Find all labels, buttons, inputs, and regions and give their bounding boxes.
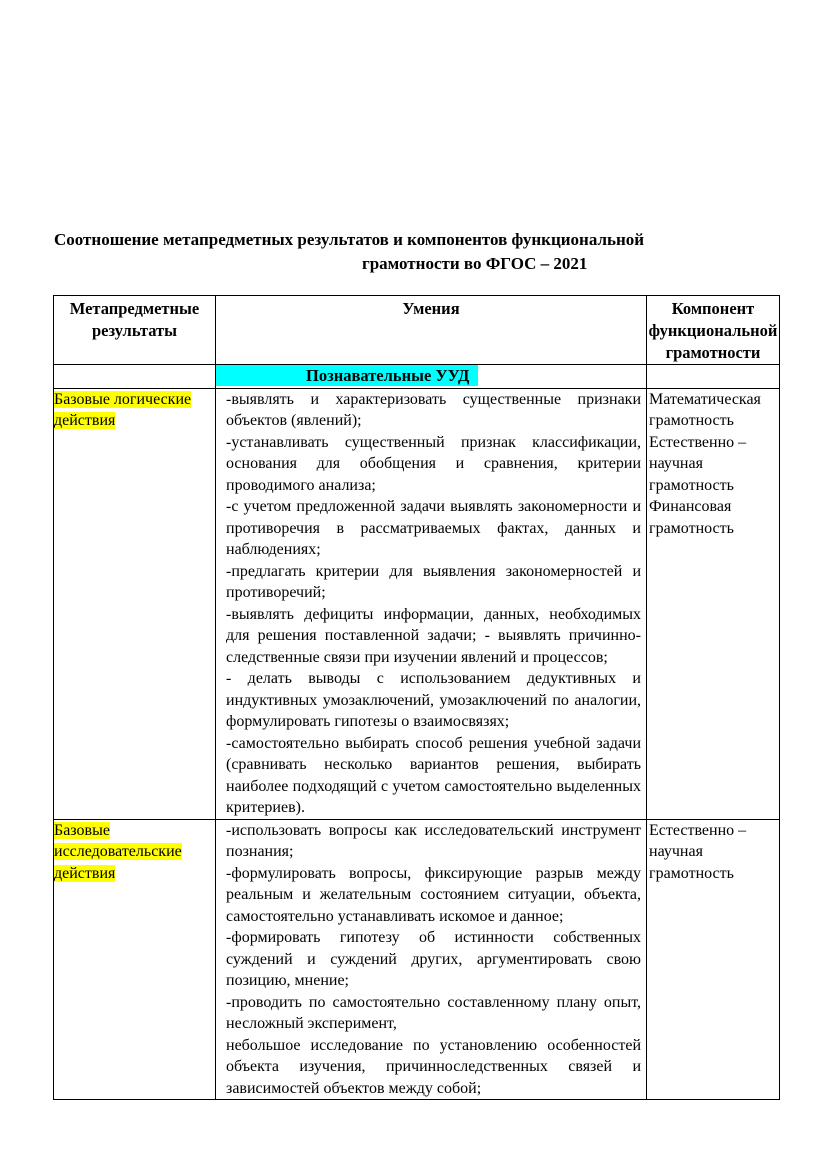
page-title: [54, 228, 734, 276]
header-results: Метапредметные результаты: [54, 296, 216, 365]
table-row: [54, 388, 780, 819]
title-line-2: грамотности во ФГОС – 2021: [362, 254, 588, 273]
section-label: Познавательные УУД: [216, 365, 478, 386]
skill-item: -с учетом предложенной задачи выявлять закономерности и противоречия в рассматриваемых фактах, данных и наблюдениях;: [226, 498, 641, 558]
table-row: [54, 819, 780, 1100]
header-skills: Умения: [216, 296, 647, 365]
table-header-row: [54, 296, 780, 365]
component-item: Математическая грамотность: [649, 390, 761, 429]
skill-item: небольшое исследование по установлению особенностей объекта изучения, причинноследственных связей и зависимостей объектов между собой;: [226, 1036, 641, 1097]
skill-item: -предлагать критерии для выявления закономерностей и противоречий;: [226, 562, 641, 601]
results-table: [53, 295, 780, 1100]
title-line-1: Соотношение метапредметных результатов и компонентов функциональной: [54, 230, 645, 249]
skill-item: - делать выводы с использованием дедуктивных и индуктивных умозаключений, умозаключений по аналогии, формулировать гипотезы о взаимосвязях;: [226, 670, 641, 730]
skill-item: -выявлять и характеризовать существенные признаки объектов (явлений);: [226, 390, 641, 429]
skill-item: -самостоятельно выбирать способ решения учебной задачи (сравнивать несколько вариантов решения, выбирать наиболее подходящий с учетом самостоятельно выделенных критериев).: [226, 734, 641, 816]
skill-item: -формировать гипотезу об истинности собственных суждений и суждений других, аргументировать свою позицию, мнение;: [226, 929, 641, 989]
skills-cell: [216, 388, 647, 819]
result-label: Базовые исследовательские действия: [54, 821, 182, 882]
skill-item: -проводить по самостоятельно составленному плану опыт, несложный эксперимент,: [226, 993, 641, 1032]
skills-cell: [216, 819, 647, 1100]
component-item: Естественно – научная грамотность: [649, 821, 747, 882]
component-cell: [647, 388, 780, 819]
component-item: Естественно – научная грамотность: [649, 433, 747, 494]
skill-item: -устанавливать существенный признак классификации, основания для обобщения и сравнения, критерии проводимого анализа;: [226, 433, 641, 494]
section-row: [54, 365, 780, 389]
skill-item: -использовать вопросы как исследовательский инструмент познания;: [226, 821, 641, 860]
skill-item: -выявлять дефициты информации, данных, необходимых для решения поставленной задачи; - выявлять причинно-следственные связи при изучении явлений и процессов;: [226, 605, 641, 666]
result-label: Базовые логические действия: [54, 390, 192, 429]
component-item: Финансовая грамотность: [649, 498, 734, 537]
skill-item: -формулировать вопросы, фиксирующие разрыв между реальным и желательным состоянием ситуации, объекта, самостоятельно устанавливать искомое и данное;: [226, 864, 641, 925]
header-component: Компонент функциональной грамотности: [647, 296, 780, 365]
component-cell: [647, 819, 780, 1100]
